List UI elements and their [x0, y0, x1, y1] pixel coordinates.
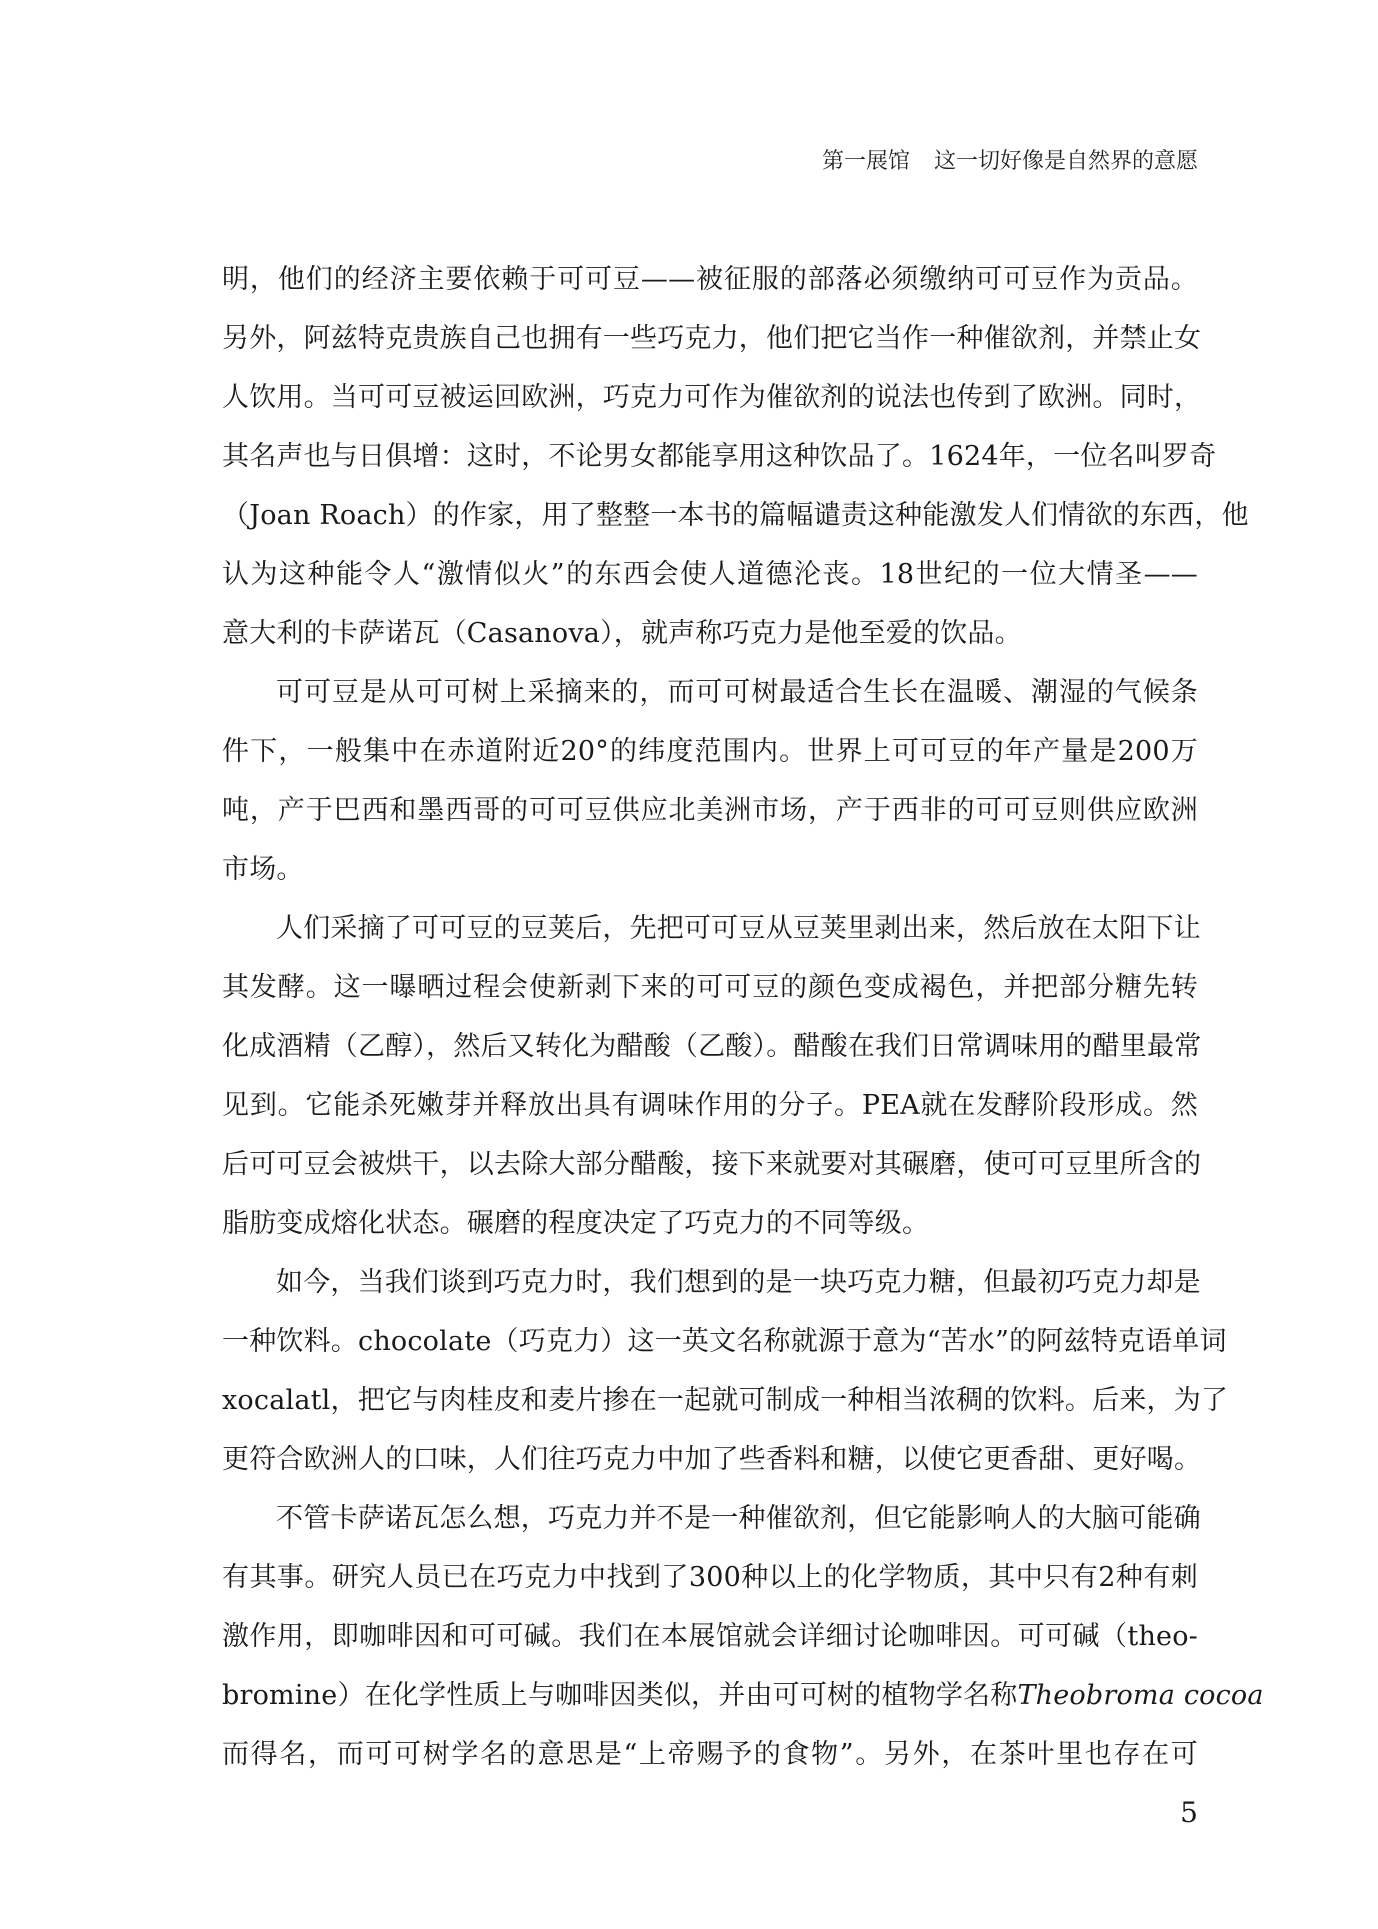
paragraph [222, 663, 1198, 899]
paragraph-line: 而得名，而可可树学名的意思是“上帝赐予的食物”。另外，在茶叶里也存在可 [222, 1739, 1198, 1770]
running-header [222, 144, 1198, 175]
paragraph [222, 1253, 1229, 1489]
paragraph-line: 认为这种能令人“激情似火”的东西会使人道德沦丧。18世纪的一位大情圣—— [222, 559, 1198, 590]
paragraph-line: 如今，当我们谈到巧克力时，我们想到的是一块巧克力糖，但最初巧克力却是 [276, 1267, 1201, 1298]
paragraph-line: 吨，产于巴西和墨西哥的可可豆供应北美洲市场，产于西非的可可豆则供应欧洲 [222, 795, 1198, 826]
paragraph-line: 后可可豆会被烘干，以去除大部分醋酸，接下来就要对其碾磨，使可可豆里所含的 [222, 1149, 1202, 1180]
paragraph-line: 一种饮料。chocolate（巧克力）这一英文名称就源于意为“苦水”的阿兹特克语单词 [222, 1326, 1227, 1357]
paragraph-line: 有其事。研究人员已在巧克力中找到了300种以上的化学物质，其中只有2种有刺 [222, 1562, 1198, 1593]
paragraph-line: 明，他们的经济主要依赖于可可豆——被征服的部落必须缴纳可可豆作为贡品。 [222, 264, 1198, 295]
paragraph-line: 人们采摘了可可豆的豆荚后，先把可可豆从豆荚里剥出来，然后放在太阳下让 [276, 913, 1201, 944]
paragraph [222, 899, 1202, 1253]
paragraph-line: 化成酒精（乙醇），然后又转化为醋酸（乙酸）。醋酸在我们日常调味用的醋里最常 [222, 1031, 1202, 1062]
paragraph-line: 其发酵。这一曝晒过程会使新剥下来的可可豆的颜色变成褐色，并把部分糖先转 [222, 972, 1198, 1003]
chapter-label: 第一展馆 [821, 149, 910, 174]
paragraph-line: 意大利的卡萨诺瓦（Casanova），就声称巧克力是他至爱的饮品。 [222, 618, 1022, 649]
paragraph-line: 人饮用。当可可豆被运回欧洲，巧克力可作为催欲剂的说法也传到了欧洲。同时， [222, 382, 1202, 413]
paragraph-line: 激作用，即咖啡因和可可碱。我们在本展馆就会详细讨论咖啡因。可可碱（theo- [222, 1621, 1198, 1652]
paragraph-line: 市场。 [222, 854, 304, 885]
paragraph [222, 1489, 1201, 1666]
paragraph-line: 其名声也与日俱增：这时，不论男女都能享用这种饮品了。1624年，一位名叫罗奇 [222, 441, 1217, 472]
page-number: 5 [1180, 1796, 1198, 1829]
chapter-title: 这一切好像是自然界的意愿 [933, 149, 1198, 174]
paragraph-container [222, 250, 1249, 1666]
paragraph-line: xocalatl，把它与肉桂皮和麦片掺在一起就可制成一种相当浓稠的饮料。后来，为了 [222, 1385, 1229, 1416]
paragraph-line: （Joan Roach）的作家，用了整整一本书的篇幅谴责这种能激发人们情欲的东西，他 [222, 500, 1249, 531]
paragraph-line: 不管卡萨诺瓦怎么想，巧克力并不是一种催欲剂，但它能影响人的大脑可能确 [276, 1503, 1201, 1534]
italic-scientific-name: Theobroma cocoa [1017, 1680, 1264, 1711]
paragraph-line: 脂肪变成熔化状态。碾磨的程度决定了巧克力的不同等级。 [222, 1208, 930, 1239]
paragraph-line: 更符合欧洲人的口味，人们往巧克力中加了些香料和糖，以使它更香甜、更好喝。 [222, 1444, 1202, 1475]
paragraph-line: 件下，一般集中在赤道附近20°的纬度范围内。世界上可可豆的年产量是200万 [222, 736, 1198, 767]
paragraph [222, 250, 1249, 663]
paragraph-line: 另外，阿兹特克贵族自己也拥有一些巧克力，他们把它当作一种催欲剂，并禁止女 [222, 323, 1202, 354]
paragraph-line: 见到。它能杀死嫩芽并释放出具有调味作用的分子。PEA就在发酵阶段形成。然 [222, 1090, 1198, 1121]
body-text [222, 250, 1264, 1784]
paragraph-line: bromine）在化学性质上与咖啡因类似，并由可可树的植物学名称Theobroma cocoa [222, 1680, 1264, 1711]
paragraph-line: 可可豆是从可可树上采摘来的，而可可树最适合生长在温暖、潮湿的气候条 [276, 677, 1198, 708]
